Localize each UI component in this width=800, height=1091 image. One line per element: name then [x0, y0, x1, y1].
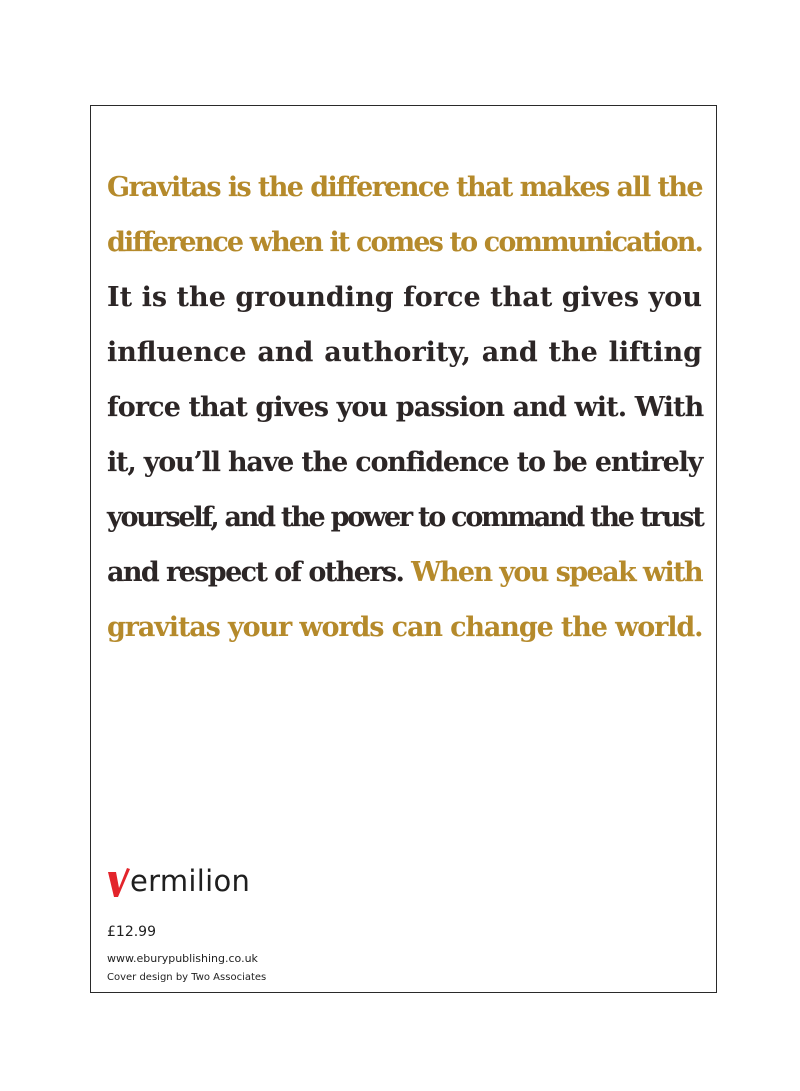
blurb-line — [107, 600, 702, 655]
blurb-segment: it, you’ll have the confidence to be entirely — [107, 447, 703, 478]
publisher-website: www.eburypublishing.co.uk — [107, 952, 258, 965]
blurb-line — [107, 435, 702, 490]
blurb-segment: gravitas your words can change the world. — [107, 612, 703, 643]
back-cover — [90, 105, 717, 993]
blurb-segment: When you speak with — [411, 557, 703, 588]
blurb-line — [107, 215, 702, 270]
blurb-segment: It is the grounding force that gives you — [107, 282, 702, 313]
blurb-segment: influence and authority, and the lifting — [107, 337, 702, 368]
cover-blurb — [107, 160, 702, 655]
blurb-segment: difference when it comes to communication. — [107, 227, 702, 258]
cover-design-credit: Cover design by Two Associates — [107, 972, 267, 983]
blurb-segment: force that gives you passion and wit. With — [107, 392, 704, 423]
blurb-line — [107, 160, 702, 215]
vermilion-v-mark-icon — [107, 866, 131, 898]
blurb-segment: and respect of others. — [107, 557, 412, 588]
blurb-segment: yourself, and the power to command the trust — [107, 502, 703, 533]
blurb-segment: Gravitas is the difference that makes all the — [107, 172, 702, 203]
blurb-line — [107, 490, 702, 545]
publisher-logo — [107, 858, 250, 898]
blurb-line — [107, 270, 702, 325]
price: £12.99 — [107, 924, 156, 940]
blurb-line — [107, 545, 702, 600]
publisher-logo-text: ermilion — [130, 864, 251, 898]
blurb-line — [107, 325, 702, 380]
blurb-line — [107, 380, 702, 435]
